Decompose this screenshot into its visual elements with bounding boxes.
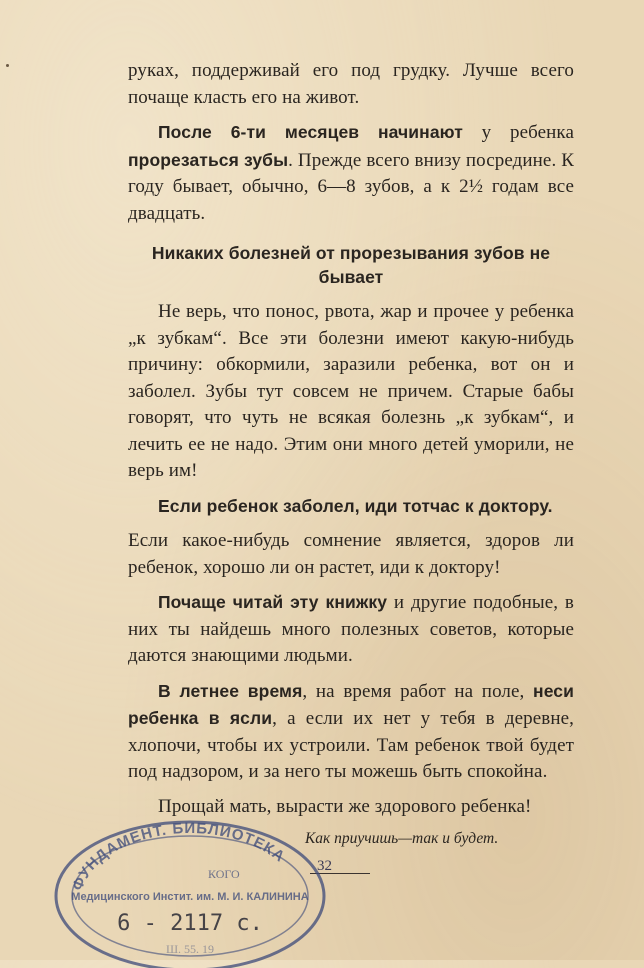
paragraph-5 — [128, 528, 574, 581]
paragraph-8-text: Прощай мать, вырасти же здорового ребенка! — [158, 795, 532, 817]
paragraph-5-text: Если какое-нибудь сомнение является, здоров ли ребенок, хорошо ли он растет, иди к доктору! — [128, 530, 574, 578]
stamp-line-5: Ш. 55. 19 — [165, 942, 215, 956]
paragraph-8 — [128, 794, 574, 821]
page-number: 32 — [317, 858, 332, 874]
stamp-inventory-number: 6 - 2117 с. — [117, 911, 263, 936]
paragraph-6-bold: Почаще читай эту книжку — [158, 592, 388, 612]
paragraph-3-text: Не верь, что понос, рвота, жар и прочее у ребенка „к зубкам“. Все эти болезни имеют какую-нибудь причину: обкормили, заразили ребенка, вот он и заболел. Зубы тут совсем не причем. Старые бабы говорят, что чуть не всякая болезнь „к зубкам“, и лечить ее не надо. Этим они много детей уморили, не верь им! — [128, 301, 574, 481]
paragraph-2-bold: После 6-ти месяцев начинают — [158, 122, 463, 142]
body-text — [128, 58, 574, 828]
paragraph-7-bold-2: неси ребенка в ясли — [128, 680, 574, 728]
paragraph-3 — [128, 299, 574, 485]
paragraph-7-end: , а если их нет у тебя в деревне, хлопочи, чтобы их устроили. Там ребенок твой будет под надзором, и за него ты можешь быть спокойна. — [128, 708, 574, 782]
stamp-line-2: КОГО — [208, 867, 240, 881]
paper-speck — [6, 64, 9, 67]
paragraph-1 — [128, 58, 574, 111]
paragraph-6-text: и другие подобные, в них ты найдешь много полезных советов, которые даются знающими людьми. — [128, 592, 575, 666]
paragraph-4 — [128, 493, 574, 521]
paragraph-4-bold: Если ребенок заболел, иди тотчас к доктору. — [158, 495, 553, 516]
paragraph-2-bold-2: прорезаться зубы — [128, 149, 289, 170]
stamp-arc-text: ФУНДАМЕНТ. БИБЛИОТЕКА — [68, 819, 289, 894]
section-heading: Никаких болезней от прорезывания зубов не бывает — [151, 243, 551, 287]
paragraph-7-mid: , на время работ на поле, — [302, 680, 534, 702]
paragraph-2-end: . Прежде всего внизу посредине. К году бывает, обычно, 6—8 зубов, а к 2½ годам все двадцать. — [128, 149, 574, 224]
paragraph-2-text: у ребенка — [462, 122, 574, 143]
paragraph-6 — [128, 589, 574, 670]
paragraph-1-text: руках, поддерживай его под грудку. Лучше всего почаще класть его на живот. — [128, 60, 574, 108]
paragraph-2 — [128, 119, 574, 227]
library-stamp — [50, 808, 330, 968]
paragraph-7 — [128, 678, 574, 786]
stamp-line-3: Медицинского Инстит. им. М. И. КАЛИНИНА — [71, 891, 309, 903]
stamp-outer-ring — [56, 819, 324, 968]
paragraph-7-bold: В летнее время — [158, 680, 303, 701]
closing-proverb: Как приучишь—так и будет. — [305, 830, 499, 847]
stamp-inner-ring — [72, 836, 308, 956]
